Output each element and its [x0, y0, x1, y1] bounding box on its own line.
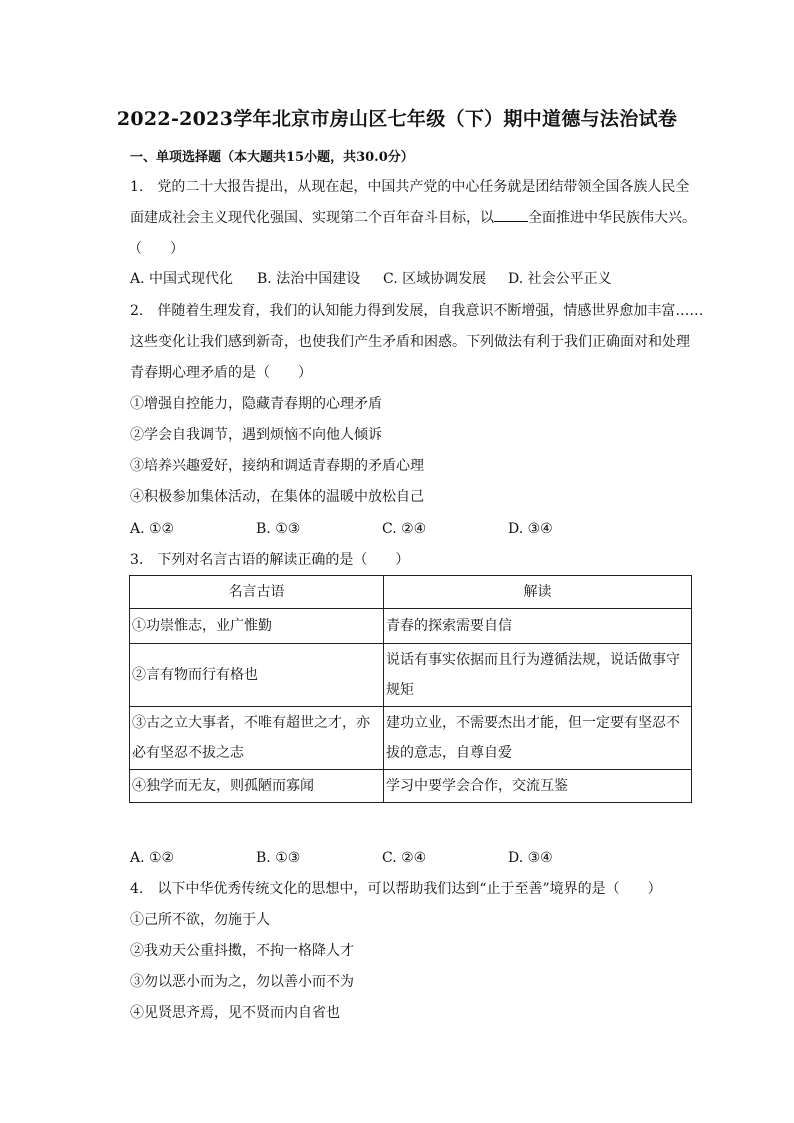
table-header-cell: 解读: [384, 576, 692, 609]
q1-option-c: C. 区域协调发展: [383, 271, 487, 287]
q3-option-b: B. ①③: [256, 850, 301, 866]
table-row: [130, 707, 692, 770]
q1-option-b: B. 法治中国建设: [257, 271, 361, 287]
table-cell: 青春的探索需要自信: [384, 609, 692, 644]
table-row: [130, 644, 692, 707]
q1-line2a: 面建成社会主义现代化强国、实现第二个百年奋斗目标，以: [130, 210, 494, 226]
q2-option-d: D. ③④: [508, 521, 553, 537]
section-title: 一、单项选择题（本大题共15小题，共30.0分）: [130, 150, 414, 165]
q1-option-d: D. 社会公平正义: [508, 271, 612, 287]
table-cell: 说话有事实依据而且行为遵循法规，说话做事守规矩: [384, 644, 692, 707]
table-cell: ④独学而无友，则孤陋而寡闻: [130, 770, 384, 803]
q2-option-a: A. ①②: [130, 521, 175, 537]
q4-item-4: ④见贤思齐焉，见不贤而内自省也: [130, 1005, 340, 1021]
q2-option-b: B. ①③: [256, 521, 301, 537]
table-cell: ③古之立大事者，不唯有超世之才，亦必有坚忍不拔之志: [130, 707, 384, 770]
q1-line3: （ ）: [128, 241, 184, 257]
q2-line2: 这些变化让我们感到新奇，也使我们产生矛盾和困惑。下列做法有利于我们正确面对和处理: [130, 334, 690, 350]
q3-stem: 3. 下列对名言古语的解读正确的是（ ）: [130, 552, 410, 568]
table-cell: ①功崇惟志，业广惟勤: [130, 609, 384, 644]
q3-option-c: C. ②④: [382, 850, 427, 866]
q2-item-1: ①增强自控能力，隐藏青春期的心理矛盾: [130, 396, 382, 412]
q2-option-c: C. ②④: [382, 521, 427, 537]
exam-title: 2022-2023学年北京市房山区七年级（下）期中道德与法治试卷: [116, 108, 678, 130]
q3-option-d: D. ③④: [508, 850, 553, 866]
table-cell: 建功立业，不需要杰出才能，但一定要有坚忍不拔的意志，自尊自爱: [384, 707, 692, 770]
table-header-row: [130, 576, 692, 609]
answer-blank: [494, 209, 528, 222]
q4-item-2: ②我劝天公重抖擞，不拘一格降人才: [130, 943, 354, 959]
q1-line1: 1. 党的二十大报告提出，从现在起，中国共产党的中心任务就是团结带领全国各族人民全: [130, 179, 690, 195]
table-cell: 学习中要学会合作，交流互鉴: [384, 770, 692, 803]
table-cell: ②言有物而行有格也: [130, 644, 384, 707]
table-row: [130, 609, 692, 644]
q2-item-2: ②学会自我调节，遇到烦恼不向他人倾诉: [130, 427, 382, 443]
q4-item-1: ①己所不欲，勿施于人: [130, 912, 270, 928]
q1-line2b: 全面推进中华民族伟大兴。: [528, 210, 696, 226]
table-header-cell: 名言古语: [130, 576, 384, 609]
q2-item-4: ④积极参加集体活动，在集体的温暖中放松自己: [130, 489, 424, 505]
q3-option-a: A. ①②: [130, 850, 175, 866]
table-row: [130, 770, 692, 803]
q3-table: [129, 575, 692, 803]
q4-item-3: ③勿以恶小而为之，勿以善小而不为: [130, 974, 354, 990]
q1-option-a: A. 中国式现代化: [130, 271, 234, 287]
q2-item-3: ③培养兴趣爱好，接纳和调适青春期的矛盾心理: [130, 458, 424, 474]
q2-line3: 青春期心理矛盾的是（ ）: [130, 365, 312, 381]
q2-line1: 2. 伴随着生理发育，我们的认知能力得到发展，自我意识不断增强，情感世界愈加丰富……: [130, 303, 704, 319]
q1-line2: [130, 209, 696, 227]
q4-stem: 4. 以下中华优秀传统文化的思想中，可以帮助我们达到“止于至善”境界的是（ ）: [130, 881, 662, 897]
